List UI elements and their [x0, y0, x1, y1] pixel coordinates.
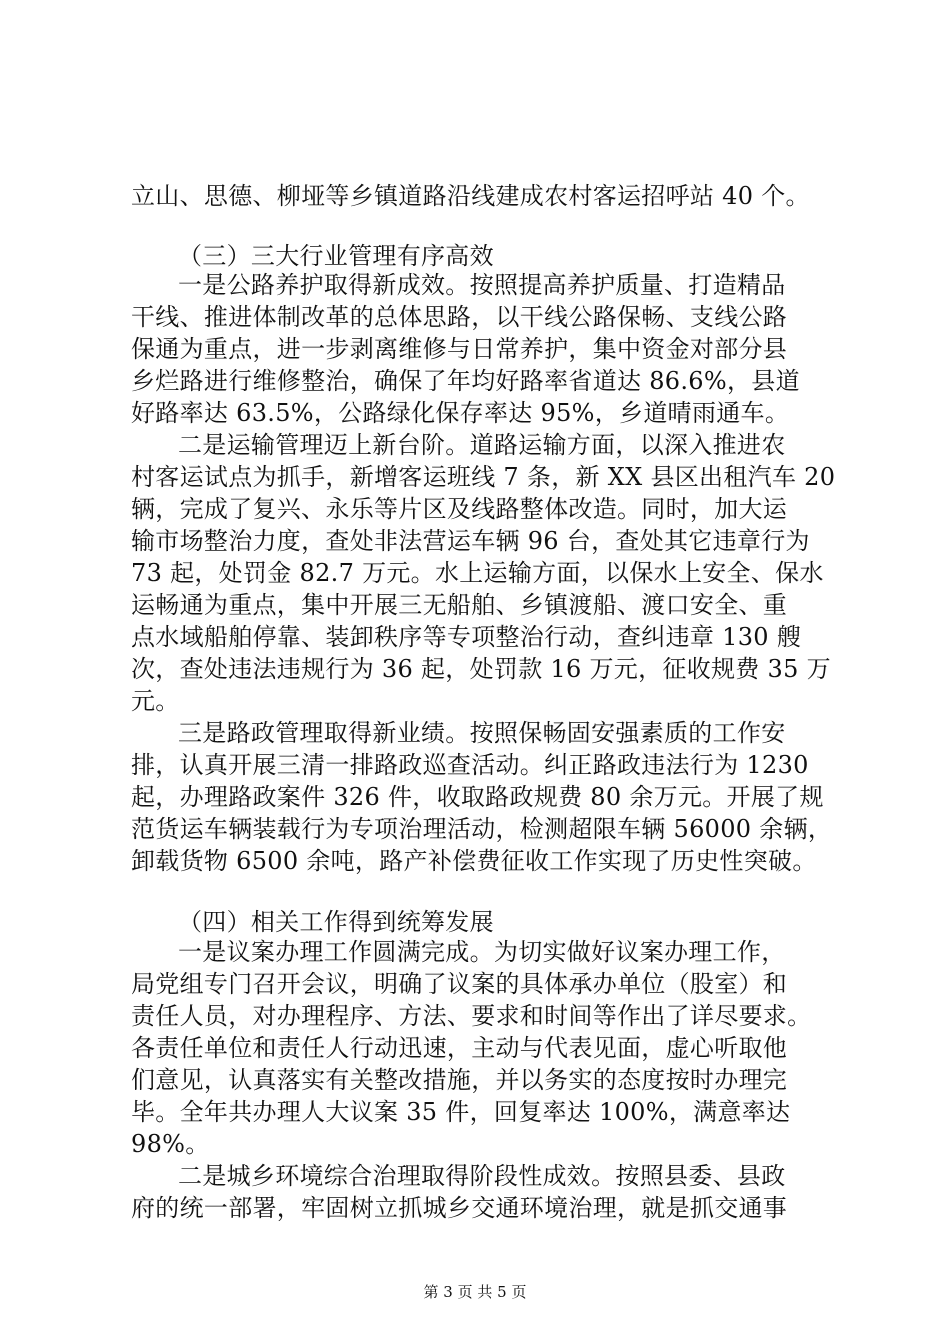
paragraph-start: 二是城乡环境综合治理取得阶段性成效。按照县委、县政: [178, 1162, 786, 1190]
text-line: 起，办理路政案件 326 件，收取路政规费 80 余万元。开展了规: [131, 783, 824, 811]
text-line: 责任人员，对办理程序、方法、要求和时间等作出了详尽要求。: [131, 1002, 812, 1030]
text-line: 输市场整治力度，查处非法营运车辆 96 台，查处其它违章行为: [131, 527, 810, 555]
text-line: 次，查处违法违规行为 36 起，处罚款 16 万元，征收规费 35 万: [131, 655, 831, 683]
text-line: 运畅通为重点，集中开展三无船舶、乡镇渡船、渡口安全、重: [131, 591, 788, 619]
paragraph-start: 一是议案办理工作圆满完成。为切实做好议案办理工作，: [178, 938, 786, 966]
text-line: 辆，完成了复兴、永乐等片区及线路整体改造。同时，加大运: [131, 495, 788, 523]
text-line: 府的统一部署，牢固树立抓城乡交通环境治理，就是抓交通事: [131, 1194, 788, 1222]
paragraph-start: 三是路政管理取得新业绩。按照保畅固安强素质的工作安: [178, 719, 786, 747]
text-line: 元。: [131, 687, 180, 715]
text-line: 毕。全年共办理人大议案 35 件，回复率达 100%，满意率达: [131, 1098, 791, 1126]
text-line: 村客运试点为抓手，新增客运班线 7 条，新 XX 县区出租汽车 20: [131, 463, 836, 491]
text-line: 排，认真开展三清一排路政巡查活动。纠正路政违法行为 1230: [131, 751, 809, 779]
section-heading: （三）三大行业管理有序高效: [178, 242, 494, 270]
text-line: 范货运车辆装载行为专项治理活动，检测超限车辆 56000 余辆，: [131, 815, 833, 843]
text-line: 73 起，处罚金 82.7 万元。水上运输方面，以保水上安全、保水: [131, 559, 824, 587]
text-line: 卸载货物 6500 余吨，路产补偿费征收工作实现了历史性突破。: [131, 847, 817, 875]
section-heading: （四）相关工作得到统筹发展: [178, 908, 494, 936]
text-line: 好路率达 63.5%，公路绿化保存率达 95%，乡道晴雨通车。: [131, 399, 790, 427]
text-line: 们意见，认真落实有关整改措施，并以务实的态度按时办理完: [131, 1066, 788, 1094]
text-line: 立山、思德、柳垭等乡镇道路沿线建成农村客运招呼站 40 个。: [131, 182, 810, 210]
paragraph-start: 二是运输管理迈上新台阶。道路运输方面，以深入推进农: [178, 431, 786, 459]
text-line: 各责任单位和责任人行动迅速，主动与代表见面，虚心听取他: [131, 1034, 788, 1062]
page-number-footer: 第 3 页 共 5 页: [423, 1283, 527, 1301]
text-line: 局党组专门召开会议，明确了议案的具体承办单位（股室）和: [131, 970, 788, 998]
text-line: 干线、推进体制改革的总体思路，以干线公路保畅、支线公路: [131, 303, 788, 331]
paragraph-start: 一是公路养护取得新成效。按照提高养护质量、打造精品: [178, 271, 786, 299]
text-line: 乡烂路进行维修整治，确保了年均好路率省道达 86.6%，县道: [131, 367, 800, 395]
text-line: 保通为重点，进一步剥离维修与日常养护，集中资金对部分县: [131, 335, 788, 363]
text-line: 点水域船舶停靠、装卸秩序等专项整治行动，查纠违章 130 艘: [131, 623, 802, 651]
text-line: 98%。: [131, 1130, 210, 1158]
